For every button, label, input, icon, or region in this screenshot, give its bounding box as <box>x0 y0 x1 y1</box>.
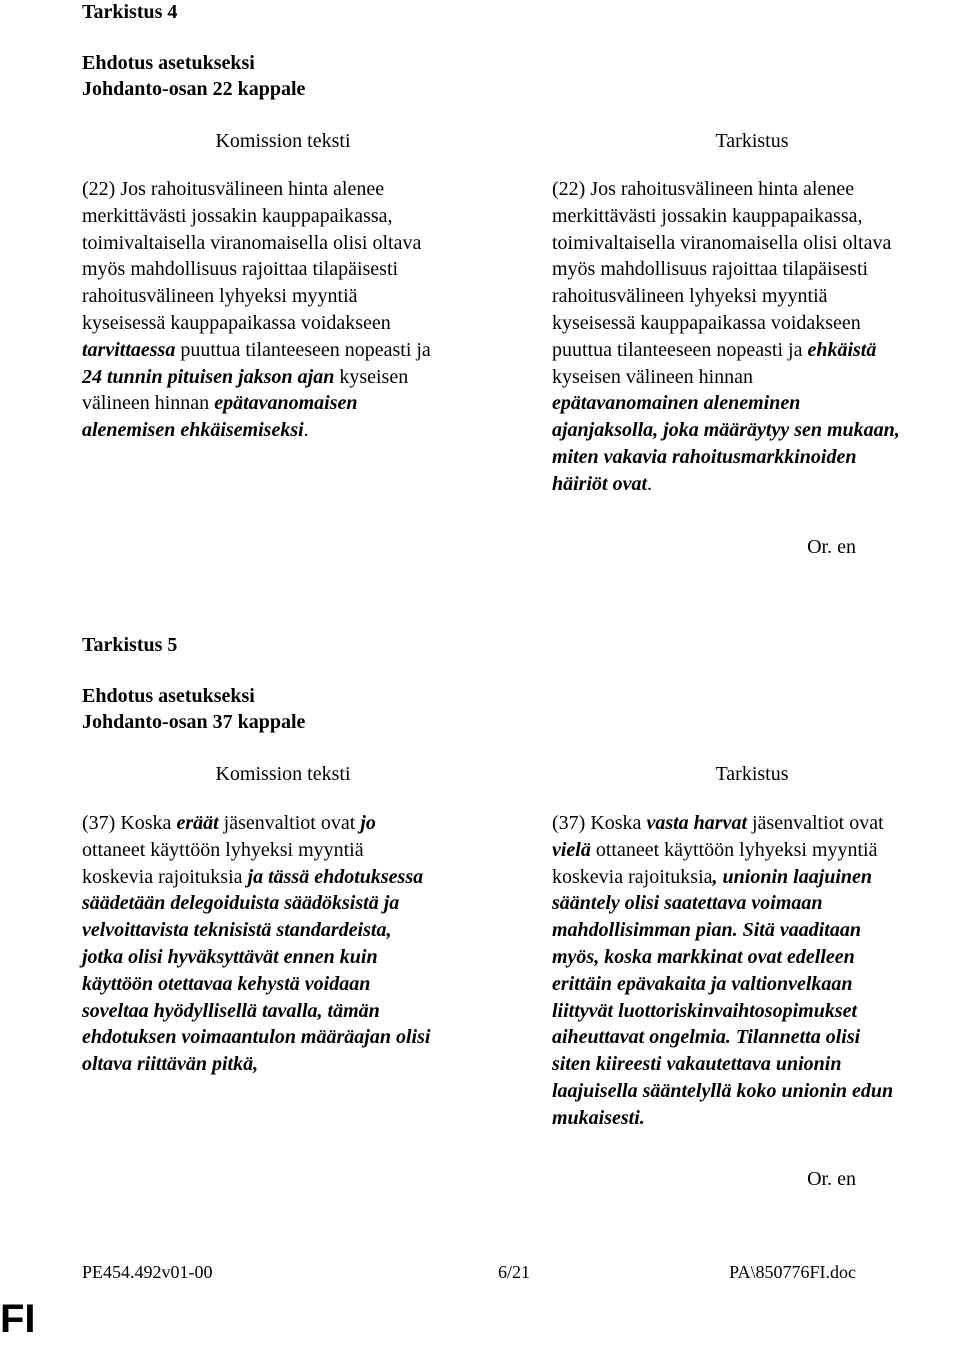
text-line <box>82 256 431 283</box>
text-line <box>552 417 900 444</box>
text-line <box>552 890 893 917</box>
emphasized-text: laajuisella sääntelyllä koko unionin edun <box>552 1079 894 1102</box>
text-line <box>552 917 893 944</box>
emphasized-text: 24 tunnin pituisen jakson ajan <box>82 365 335 388</box>
text-run: puuttua tilanteeseen nopeasti ja <box>175 338 431 361</box>
text-line <box>552 390 900 417</box>
footer-language-code: FI <box>0 1297 36 1341</box>
text-run: (22) Jos rahoitusvälineen hinta alenee <box>552 178 855 200</box>
text-run: rahoitusvälineen lyhyeksi myyntiä <box>552 285 828 308</box>
emphasized-text: mahdollisimman pian. Sitä vaaditaan <box>552 919 861 942</box>
amendment-4-commission-title: Komission teksti <box>215 130 351 152</box>
text-run: . <box>303 419 309 442</box>
text-run: kyseisen <box>334 365 409 388</box>
amendment-4-number: Tarkistus 4 <box>82 1 178 23</box>
emphasized-text: aiheuttavat ongelmia. Tilannetta olisi <box>552 1026 861 1049</box>
emphasized-text: ehdotuksen voimaantulon määräajan olisi <box>82 1026 431 1049</box>
text-run: (37) Koska <box>82 812 177 834</box>
text-line <box>552 998 893 1025</box>
text-line <box>82 944 430 971</box>
emphasized-text: mukaisesti. <box>552 1106 645 1129</box>
text-line <box>552 1078 893 1105</box>
emphasized-text: siten kiireesti vakautettava unionin <box>552 1053 842 1076</box>
text-line <box>82 971 430 998</box>
text-line <box>82 283 431 310</box>
emphasized-text: käyttöön otettavaa kehystä voidaan <box>82 972 371 995</box>
text-run: ottaneet käyttöön lyhyeksi myyntiä <box>590 838 878 861</box>
text-line <box>82 890 430 917</box>
amendment-5-amendment-text <box>552 810 893 1132</box>
amendment-5-commission-text <box>82 810 430 1078</box>
text-line <box>82 1051 430 1078</box>
text-run: puuttua tilanteeseen nopeasti ja <box>552 338 808 361</box>
emphasized-text: miten vakavia rahoitusmarkkinoiden <box>552 445 857 468</box>
text-line <box>552 256 900 283</box>
text-run: koskevia rajoituksia <box>552 865 713 888</box>
text-line <box>552 176 900 203</box>
amendment-5-recital: Johdanto-osan 37 kappale <box>82 711 306 733</box>
emphasized-text: vielä <box>552 838 591 861</box>
text-line <box>552 837 893 864</box>
amendment-5-original-language: Or. en <box>807 1168 856 1190</box>
amendment-5-amendment-title: Tarkistus <box>715 763 789 785</box>
text-run: kyseisessä kauppapaikassa voidakseen <box>82 311 391 334</box>
text-line <box>552 471 900 498</box>
text-line <box>552 864 893 891</box>
amendment-4-proposal: Ehdotus asetukseksi <box>82 52 255 74</box>
text-run: koskevia rajoituksia <box>82 865 248 888</box>
emphasized-text: eräät <box>176 812 219 834</box>
emphasized-text: jo <box>360 812 376 834</box>
emphasized-text: ajanjaksolla, joka määräytyy sen mukaan, <box>552 419 900 442</box>
emphasized-text: erittäin epävakaita ja valtionvelkaan <box>552 972 853 995</box>
amendment-4-amendment-title: Tarkistus <box>715 130 789 152</box>
text-line <box>82 417 431 444</box>
emphasized-text: myös, koska markkinat ovat edelleen <box>552 945 855 968</box>
emphasized-text: säädetään delegoiduista säädöksistä ja <box>82 892 400 915</box>
text-line <box>552 364 900 391</box>
text-run: toimivaltaisella viranomaisella olisi oltava <box>82 231 422 254</box>
text-run: kyseisessä kauppapaikassa voidakseen <box>552 311 861 334</box>
amendment-4-recital: Johdanto-osan 22 kappale <box>82 78 306 100</box>
amendment-4-amendment-text <box>552 176 900 498</box>
text-line <box>552 944 893 971</box>
text-line <box>552 444 900 471</box>
text-line <box>552 1051 893 1078</box>
emphasized-text: sääntely olisi saatettava voimaan <box>552 892 823 915</box>
text-run: kyseisen välineen hinnan <box>552 365 754 388</box>
text-line <box>82 837 430 864</box>
text-line <box>82 998 430 1025</box>
emphasized-text: häiriöt ovat <box>552 472 648 495</box>
text-line <box>552 1105 893 1132</box>
text-run: rahoitusvälineen lyhyeksi myyntiä <box>82 285 358 308</box>
emphasized-text: ehkäistä <box>807 338 877 361</box>
text-line <box>82 364 431 391</box>
text-run: (22) Jos rahoitusvälineen hinta alenee <box>82 178 385 200</box>
emphasized-text: tarvittaessa <box>82 338 176 361</box>
text-line <box>82 310 431 337</box>
amendment-5-proposal: Ehdotus asetukseksi <box>82 685 255 707</box>
text-line <box>552 971 893 998</box>
footer-doc-ref: PE454.492v01-00 <box>82 1262 213 1282</box>
emphasized-text: vasta harvat <box>646 812 747 834</box>
text-line <box>82 203 431 230</box>
text-line <box>82 864 430 891</box>
text-line <box>552 283 900 310</box>
text-run: merkittävästi jossakin kauppapaikassa, <box>552 204 863 227</box>
text-line <box>552 337 900 364</box>
text-line <box>82 917 430 944</box>
text-run: välineen hinnan <box>82 392 215 415</box>
amendment-4-original-language: Or. en <box>807 536 856 558</box>
emphasized-text: oltava riittävän pitkä, <box>82 1053 259 1076</box>
emphasized-text: ja tässä ehdotuksessa <box>247 865 424 888</box>
text-run: jäsenvaltiot ovat <box>218 812 361 834</box>
emphasized-text: , unionin laajuinen <box>712 865 873 888</box>
text-line <box>552 230 900 257</box>
text-line <box>82 810 430 837</box>
text-run: ottaneet käyttöön lyhyeksi myyntiä <box>82 838 364 861</box>
text-run: (37) Koska <box>552 812 647 834</box>
text-run: myös mahdollisuus rajoittaa tilapäisesti <box>552 258 869 281</box>
text-run: . <box>647 472 653 495</box>
text-line <box>82 1024 430 1051</box>
emphasized-text: epätavanomainen aleneminen <box>552 392 801 415</box>
text-run: toimivaltaisella viranomaisella olisi oltava <box>552 231 892 254</box>
text-line <box>82 230 431 257</box>
emphasized-text: alenemisen ehkäisemiseksi <box>82 419 304 442</box>
amendment-5-number: Tarkistus 5 <box>82 634 178 656</box>
text-line <box>552 810 893 837</box>
text-run: myös mahdollisuus rajoittaa tilapäisesti <box>82 258 399 281</box>
emphasized-text: epätavanomaisen <box>214 392 358 415</box>
text-line <box>82 337 431 364</box>
emphasized-text: jotka olisi hyväksyttävät ennen kuin <box>82 945 378 968</box>
emphasized-text: liittyvät luottoriskinvaihtosopimukset <box>552 999 858 1022</box>
emphasized-text: velvoittavista teknisistä standardeista, <box>82 919 392 942</box>
text-run: merkittävästi jossakin kauppapaikassa, <box>82 204 393 227</box>
emphasized-text: soveltaa hyödyllisellä tavalla, tämän <box>82 999 380 1022</box>
text-line <box>552 310 900 337</box>
text-line <box>82 390 431 417</box>
amendment-4-commission-text <box>82 176 431 444</box>
text-line <box>552 203 900 230</box>
text-line <box>82 176 431 203</box>
text-run: jäsenvaltiot ovat <box>747 812 884 834</box>
amendment-5-commission-title: Komission teksti <box>215 763 351 785</box>
footer-file-name: PA\850776FI.doc <box>729 1262 856 1282</box>
text-line <box>552 1024 893 1051</box>
footer-page-number: 6/21 <box>498 1262 531 1282</box>
